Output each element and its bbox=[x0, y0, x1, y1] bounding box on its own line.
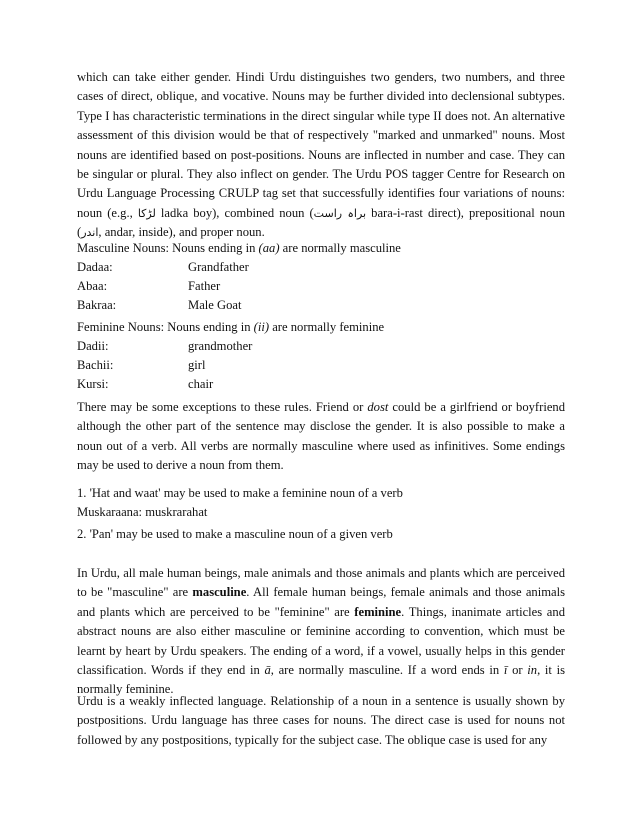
rule-2: 2. 'Pan' may be used to make a masculine noun of a given verb bbox=[77, 527, 393, 541]
rule-2-block bbox=[77, 525, 565, 544]
rule-1: 1. 'Hat and waat' may be used to make a feminine noun of a verb bbox=[77, 486, 403, 500]
masculine-section bbox=[77, 239, 565, 315]
table-row: Dadii: grandmother bbox=[77, 339, 253, 353]
urdu-word-ladka: لڑکا bbox=[137, 206, 156, 220]
table-row: Bachii: girl bbox=[77, 358, 206, 372]
feminine-heading: Feminine Nouns: Nouns ending in (ii) are normally feminine bbox=[77, 320, 385, 334]
table-row: Abaa: Father bbox=[77, 279, 221, 293]
urdu-word-andar: اندر bbox=[81, 226, 99, 240]
masculine-heading: Masculine Nouns: Nouns ending in (aa) are normally masculine bbox=[77, 241, 401, 255]
cases-paragraph: Urdu is a weakly inflected language. Relationship of a noun in a sentence is usually shown by postpositions. Urdu language has three cases for nouns. The direct case is used for nouns not followed by any postpositions, typically for the subject case. The oblique case is used for any bbox=[77, 694, 565, 747]
rule-list bbox=[77, 484, 565, 523]
table-row: Kursi: chair bbox=[77, 377, 214, 391]
table-row: Dadaa: Grandfather bbox=[77, 260, 249, 274]
intro-paragraph: which can take either gender. Hindi Urdu distinguishes two genders, two numbers, and three cases of direct, oblique, and vocative. Nouns may be further divided into declensional subtypes. Type I has characteristic terminations in the direct singular while type II does not. An alternative assessment of this division would be that of respectively "marked and unmarked" nouns. Most nouns are identified based on post-positions. Nouns are inflected in number and case. They can be singular or plural. They also inflect on gender. The Urdu POS tagger Centre for Research on Urdu Language Processing CRULP tag set that successfully identifies four variations of nouns: noun (e.g., لڑکا ladka boy), combined noun (براہ راست bara-i-rast direct), prepositional noun (اندر, andar, inside), and proper noun. bbox=[77, 70, 565, 240]
urdu-word-bara-i-rast: براہ راست bbox=[313, 206, 367, 220]
feminine-section bbox=[77, 318, 565, 394]
rule-1-example: Muskaraana: muskrarahat bbox=[77, 505, 208, 520]
table-row: Bakraa: Male Goat bbox=[77, 298, 242, 312]
exceptions-paragraph: There may be some exceptions to these rules. Friend or dost could be a girlfriend or boyfriend although the other part of the sentence may disclose the gender. It is also possible to make a noun out of a verb. All verbs are normally masculine where used as infinitives. Some endings may be used to derive a noun from them. bbox=[77, 400, 566, 473]
gender-paragraph: In Urdu, all male human beings, male animals and those animals and plants which are perceived to be "masculine" are masculine. All female human beings, female animals and those animals and plants which are perceived to be "feminine" are feminine. Things, inanimate articles and abstract nouns are also either masculine or feminine according to convention, which must be learnt by heart by Urdu speakers. The ending of a word, if a vowel, usually helps in this gender classification. Words if they end in ā, are normally masculine. If a word ends in ī or in, it is normally feminine. bbox=[77, 566, 566, 697]
